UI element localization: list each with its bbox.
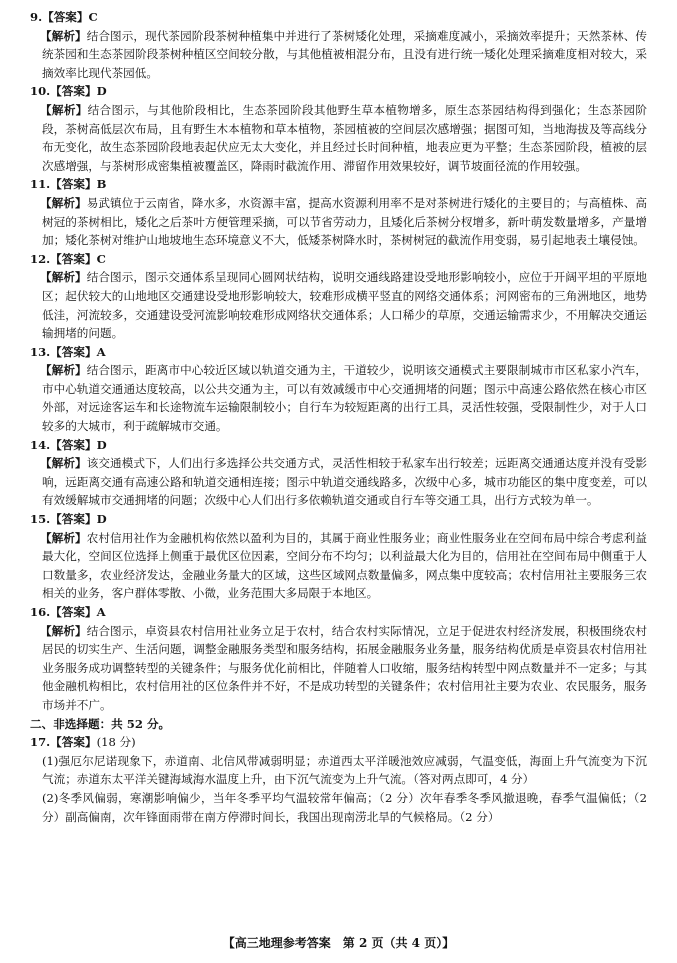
analysis-paragraph bbox=[30, 529, 647, 603]
answer-line bbox=[30, 733, 647, 752]
answer-label: 【答案】 bbox=[50, 84, 97, 99]
answer-label: 【答案】 bbox=[50, 177, 97, 192]
analysis-label: 【解析】 bbox=[40, 195, 87, 210]
analysis-paragraph bbox=[30, 361, 647, 435]
question-number: 15. bbox=[30, 512, 51, 527]
analysis-label: 【解析】 bbox=[40, 28, 87, 43]
analysis-text: 结合图示，图示交通体系呈现同心圆网状结构，说明交通线路建设受地形影响较小，应位于开阔平坦的平原地区；起伏较大的山地地区交通建设受地形影响较大，较难形成横平竖直的网络交通体系；河网密布的三角洲地区，地势低洼，河流较多，交通建设受河流影响较难形成网络状交通体系；人口稀少的草原，交通运输需求少，不用解决交通运输拥堵的问题。 bbox=[42, 270, 647, 341]
question-number: 9. bbox=[30, 10, 43, 24]
question-number: 14. bbox=[30, 437, 51, 452]
answer-label: 【答案】 bbox=[50, 437, 97, 452]
answer-value: C bbox=[96, 251, 106, 266]
answer-label: 【答案】 bbox=[50, 605, 97, 619]
analysis-paragraph bbox=[30, 622, 647, 715]
question-block-11 bbox=[30, 175, 647, 249]
section-heading: 二、非选择题：共 52 分。 bbox=[30, 716, 171, 731]
analysis-text: 结合图示，现代茶园阶段茶树种植集中并进行了茶树矮化处理，采摘难度减小，采摘效率提升；天然茶林、传统茶园和生态茶园阶段茶树种植区空间较分散，与其他植被相混分布，且没有进行统一矮化处理采摘难度相对较大，采摘效率比现代茶园低。 bbox=[42, 28, 647, 80]
answer-label: 【答案】 bbox=[50, 735, 97, 750]
question-number: 16. bbox=[30, 605, 51, 619]
analysis-label: 【解析】 bbox=[40, 530, 87, 545]
answer-line bbox=[30, 603, 647, 622]
answer-line bbox=[30, 436, 647, 455]
answer-line bbox=[30, 510, 647, 529]
analysis-paragraph bbox=[30, 454, 647, 510]
question-number: 12. bbox=[30, 251, 51, 266]
analysis-text: 结合图示，卓资县农村信用社业务立足于农村，结合农村实际情况，立足于促进农村经济发展，积极围绕农村居民的切实生产、生活问题，调整金融服务类型和服务结构，拓展金融服务业务量，服务结构优质是卓资县农村信用社业务服务成功调整转型的关键条件；与服务优化前相比，伴随着人口收缩，服务结构转型中网点数量并不一定多；与其他金融机构相比，农村信用社的区位条件并不好，不是成功转型的关键条件；农村信用社主要为农业、农民服务，服务市场并不广。 bbox=[42, 623, 647, 712]
question-block-9 bbox=[30, 8, 647, 82]
analysis-paragraph bbox=[30, 27, 647, 83]
answer-line bbox=[30, 82, 647, 101]
question-block-16 bbox=[30, 603, 647, 715]
answer-value: D bbox=[96, 437, 107, 452]
analysis-paragraph bbox=[30, 101, 647, 175]
analysis-text: 该交通模式下，人们出行多选择公共交通方式，灵活性相较于私家车出行较差；远距离交通通达度并没有受影响，远距离交通有高速公路和轨道交通相连接；图示中轨道交通线路多，次级中心多，城市功能区的集中度变差，可以有效缓解城市交通拥堵的问题；次级中心人们出行多依赖轨道交通或自行车等交通工具，出行方式较为单一。 bbox=[42, 456, 647, 508]
answer-value: A bbox=[96, 344, 106, 359]
answer-line bbox=[30, 250, 647, 269]
analysis-label: 【解析】 bbox=[40, 102, 88, 117]
answer-value: C bbox=[88, 10, 98, 24]
question-number: 11. bbox=[30, 177, 51, 192]
question-block-12 bbox=[30, 250, 647, 343]
analysis-label: 【解析】 bbox=[40, 363, 87, 378]
answer-label: 【答案】 bbox=[50, 344, 97, 359]
question-number: 10. bbox=[30, 84, 51, 99]
question-number: 17. bbox=[30, 735, 51, 750]
answer-line bbox=[30, 343, 647, 362]
answer-line bbox=[30, 8, 647, 27]
answer-label: 【答案】 bbox=[42, 10, 89, 24]
answer-value: B bbox=[96, 177, 107, 192]
sub-answer-2: (2)冬季风偏弱，寒潮影响偏少，当年冬季平均气温较常年偏高；（2 分）次年春季冬季风撤退晚，春季气温偏低；（2 分）副高偏南，次年锋面雨带在南方停滞时间长，我国出现南涝北旱的气候格局。（2 分） bbox=[42, 790, 647, 824]
question-block-15 bbox=[30, 510, 647, 603]
answer-value: A bbox=[96, 605, 106, 619]
analysis-text: 农村信用社作为金融机构依然以盈利为目的，其属于商业性服务业；商业性服务业在空间布局中综合考虑利益最大化，空间区位选择上侧重于最优区位因素，空间分布不均匀；以利益最大化为目的，信用社在空间布局中侧重于人口数量多，农业经济发达，金融业务量大的区域，这些区域网点数量偏多，网点集中度较高；农村信用社主要服务三农相关的业务，客户群体零散、小微，业务范围大多局限于本地区。 bbox=[42, 530, 647, 601]
question-block-14 bbox=[30, 436, 647, 510]
answer-label: 【答案】 bbox=[50, 512, 97, 527]
analysis-paragraph bbox=[30, 268, 647, 342]
question-block-10 bbox=[30, 82, 647, 175]
analysis-text: 结合图示，距离市中心较近区域以轨道交通为主，干道较少，说明该交通模式主要限制城市市区私家小汽车，市中心轨道交通通达度较高，以公共交通为主，可以有效减缓市中心交通拥堵的问题；图示中高速公路依然在核心市区外部，对远途客运车和长途物流车运输限制较小；自行车为较短距离的出行工具，灵活性较强，受限制性少，对于人口较多的大城市，利于疏解城市交通。 bbox=[42, 363, 647, 434]
analysis-text: 结合图示，与其他阶段相比，生态茶园阶段其他野生草本植物增多，原生态茶园结构得到强化；生态茶园阶段，茶树高低层次布局，且有野生木本植物和草本植物，茶园植被的空间层次感增强；据图可知，当地海拔及等高线分布无变化，故生态茶园阶段地表起伏应无太大变化，并且经过长时间种植，地表应更为平整；生态茶园阶段，植被的层次感增强，与茶树形成密集植被覆盖区，降雨时截流作用、滞留作用效果较好，调节坡面径流的作用较强。 bbox=[42, 102, 647, 173]
analysis-text: 易武镇位于云南省，降水多，水资源丰富，提高水资源利用率不是对茶树进行矮化的主要目的；与高植株、高树冠的茶树相比，矮化之后茶叶方便管理采摘，可以节省劳动力，且矮化后茶树分杈增多，新叶萌发数量增多，产量增加；矮化茶树对维护山地坡地生态环境意义不大，低矮茶树降水时，茶树树冠的截流作用变弱，易引起地表土壤侵蚀。 bbox=[42, 195, 647, 248]
analysis-label: 【解析】 bbox=[40, 270, 87, 285]
question-block-17 bbox=[30, 733, 647, 826]
analysis-paragraph bbox=[30, 194, 647, 250]
answer-label: 【答案】 bbox=[50, 251, 97, 266]
analysis-label: 【解析】 bbox=[40, 456, 87, 471]
question-block-13 bbox=[30, 343, 647, 436]
page-footer: 【高三地理参考答案 第 2 页（共 4 页）】 bbox=[222, 936, 455, 950]
question-number: 13. bbox=[30, 344, 51, 359]
answer-value: D bbox=[96, 512, 107, 527]
points-value: (18 分) bbox=[96, 735, 136, 750]
analysis-label: 【解析】 bbox=[40, 623, 87, 638]
sub-answer-1: (1)强厄尔尼诺现象下，赤道南、北信风带减弱明显；赤道西太平洋暖池效应减弱，气温变低，海面上升气流变为下沉气流；赤道东太平洋关键海域海水温度上升，由下沉气流变为上升气流。（答对两点即可，4 分） bbox=[42, 753, 647, 787]
answer-line bbox=[30, 175, 647, 194]
answer-value: D bbox=[96, 84, 107, 99]
